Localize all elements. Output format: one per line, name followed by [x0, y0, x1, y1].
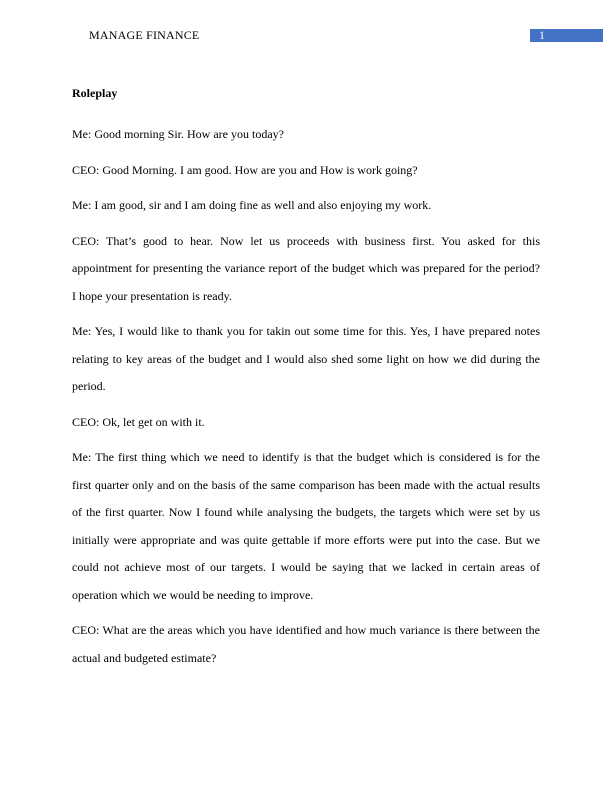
running-header-title: MANAGE FINANCE — [89, 28, 200, 42]
section-heading: Roleplay — [72, 86, 118, 100]
page-number-box — [530, 29, 603, 42]
document-body — [72, 121, 540, 680]
dialogue-paragraph: CEO: Good Morning. I am good. How are you and How is work going? — [72, 162, 418, 177]
dialogue-paragraph: Me: The first thing which we need to identify is that the budget which is considered is for the first quarter only and on the basis of the same comparison has been made with the actual results of the first quarter. Now I found while analysing the budgets, the targets which were set by us initially were appropriate and was quite gettable if more efforts were put into the case. But we could not achieve most of our targets. I would be saying that we lacked in certain areas of operation which we would be needing to improve. — [72, 450, 540, 602]
dialogue-paragraph: CEO: Ok, let get on with it. — [72, 414, 205, 429]
dialogue-paragraph: Me: Good morning Sir. How are you today? — [72, 127, 284, 141]
dialogue-paragraph: Me: Yes, I would like to thank you for takin out some time for this. Yes, I have prepared notes relating to key areas of the budget and I would also shed some light on how we did during the period. — [72, 324, 540, 393]
dialogue-paragraph: CEO: That’s good to hear. Now let us proceeds with business first. You asked for this appointment for presenting the variance report of the budget which was prepared for the period? I hope your presentation is ready. — [72, 233, 540, 303]
dialogue-paragraph: CEO: What are the areas which you have identified and how much variance is there between the actual and budgeted estimate? — [72, 623, 540, 665]
dialogue-paragraph: Me: I am good, sir and I am doing fine as well and also enjoying my work. — [72, 198, 432, 212]
page-number: 1 — [539, 28, 545, 42]
